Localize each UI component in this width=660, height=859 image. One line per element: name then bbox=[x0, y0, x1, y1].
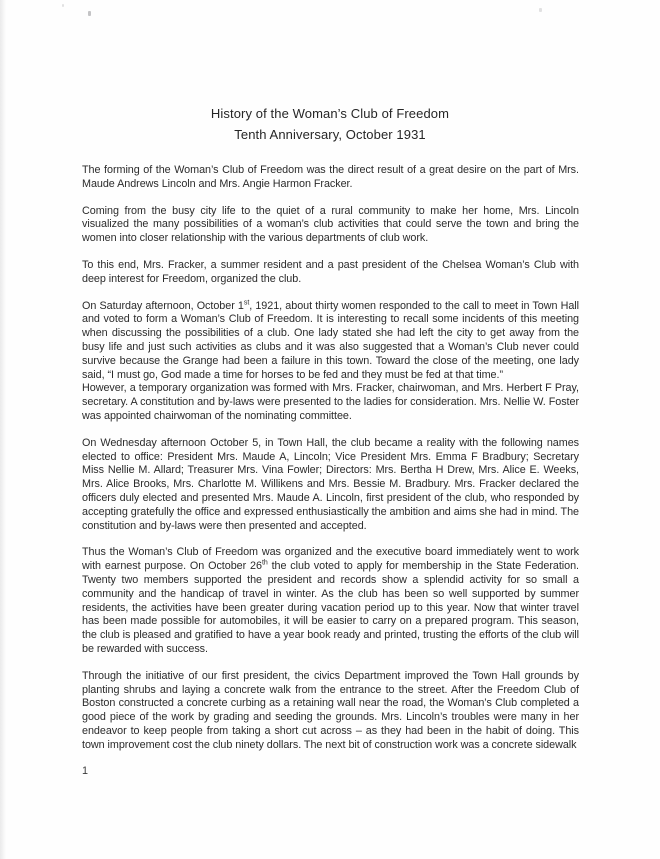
paragraph-wednesday-election: On Wednesday afternoon October 5, in Town Hall, the club became a reality with the following names elected to office: President Mrs. Maude A, Lincoln; Vice President Mrs. Emma F Bradbury; Secretary Miss Nellie M. Allard; Treasurer Mrs. Vina Fowler; Directors: Mrs. Bertha H Drew, Mrs. Alice E. Weeks, Mrs. Alice Brooks, Mrs. Charlotte M. Willikens and Mrs. Bessie M. Bradbury. Mrs. Fracker declared the officers duly elected and presented Mrs. Maude A. Lincoln, first president of the club, who responded by accepting gratefully the office and expressed enthusiastically the ambition and aims she had in mind. The constitution and by-laws were then presented and accepted. bbox=[82, 436, 579, 532]
paragraph-town-hall-grounds: Through the initiative of our first president, the civics Department improved the Town Hall grounds by planting shrubs and laying a concrete walk from the entrance to the street. After the Freedom Club of Boston constructed a concrete curbing as a retaining wall near the road, the Woman’s Club completed a good piece of the work by grading and seeding the grounds. Mrs. Lincoln’s troubles were many in her endeavor to keep people from taking a short cut across – as they had been in the habit of doing. This town improvement cost the club ninety dollars. The next bit of construction work was a concrete sidewalk bbox=[82, 669, 579, 751]
paragraph-text: the club voted to apply for membership in the State Federation. Twenty two members supported the president and records show a splendid activity for so small a community and the handicap of travel in winter. As the club has been so well supported by summer residents, the activities have been greater during vacation period up to this year. Now that winter travel has been made possible for automobiles, it will be easier to carry on a prepared program. This season, the club is pleased and gratified to have a year book ready and printed, trusting the efforts of the club will be rewarded with success. bbox=[82, 560, 579, 655]
paragraph-saturday-meeting bbox=[82, 300, 579, 424]
paragraph-text: Thus the Woman’s Club of Freedom was organized and the executive board immediately went to work with earnest purpose. On October 26 bbox=[82, 546, 579, 573]
document-title: History of the Woman’s Club of Freedom bbox=[210, 106, 450, 121]
paragraph-club-organized bbox=[82, 546, 579, 656]
paragraph-text: On Saturday afternoon, October 1 bbox=[82, 299, 244, 312]
paragraph-to-this-end: To this end, Mrs. Fracker, a summer resident and a past president of the Chelsea Woman’s Club with deep interest for Freedom, organized the club. bbox=[82, 258, 579, 285]
scan-speck bbox=[539, 8, 542, 12]
scan-speck bbox=[62, 4, 64, 7]
ordinal-superscript: st bbox=[243, 298, 250, 306]
scan-speck bbox=[88, 11, 91, 16]
paragraph-text: , 1921, about thirty women responded to the call to meet in Town Hall and voted to form a Woman’s Club of Freedom. It is interesting to recall some incidents of this meeting when discussing the possibilities of a club. One lady stated she had left the city to get away from the busy life and just such activities as clubs and it was also suggested that a Woman’s Club never could survive because the Grange had been a failure in this town. Toward the close of the meeting, one lady said, “I must go, God made a time for horses to be fed and they must be fed at that time.” bbox=[82, 299, 579, 381]
document-body bbox=[82, 164, 579, 792]
paragraph-forming: The forming of the Woman’s Club of Freedom was the direct result of a great desire on the part of Mrs. Maude Andrews Lincoln and Mrs. Angie Harmon Fracker. bbox=[82, 164, 579, 190]
page-number: 1 bbox=[82, 765, 88, 778]
paragraph-coming-from-city: Coming from the busy city life to the quiet of a rural community to make her home, Mrs. Lincoln visualized the many possibilities of a woman’s club activities that could serve the town and bring the women into closer relationship with the various departments of club work. bbox=[82, 204, 579, 245]
document-subtitle: Tenth Anniversary, October 1931 bbox=[234, 127, 426, 142]
document-title-block bbox=[0, 103, 660, 145]
ordinal-superscript: th bbox=[261, 559, 268, 567]
paragraph-text: However, a temporary organization was formed with Mrs. Fracker, chairwoman, and Mrs. Herbert F Pray, secretary. A constitution and by-laws were presented to the ladies for consideration. Mrs. Nellie W. Foster was appointed chairwoman of the nominating committee. bbox=[82, 382, 579, 422]
